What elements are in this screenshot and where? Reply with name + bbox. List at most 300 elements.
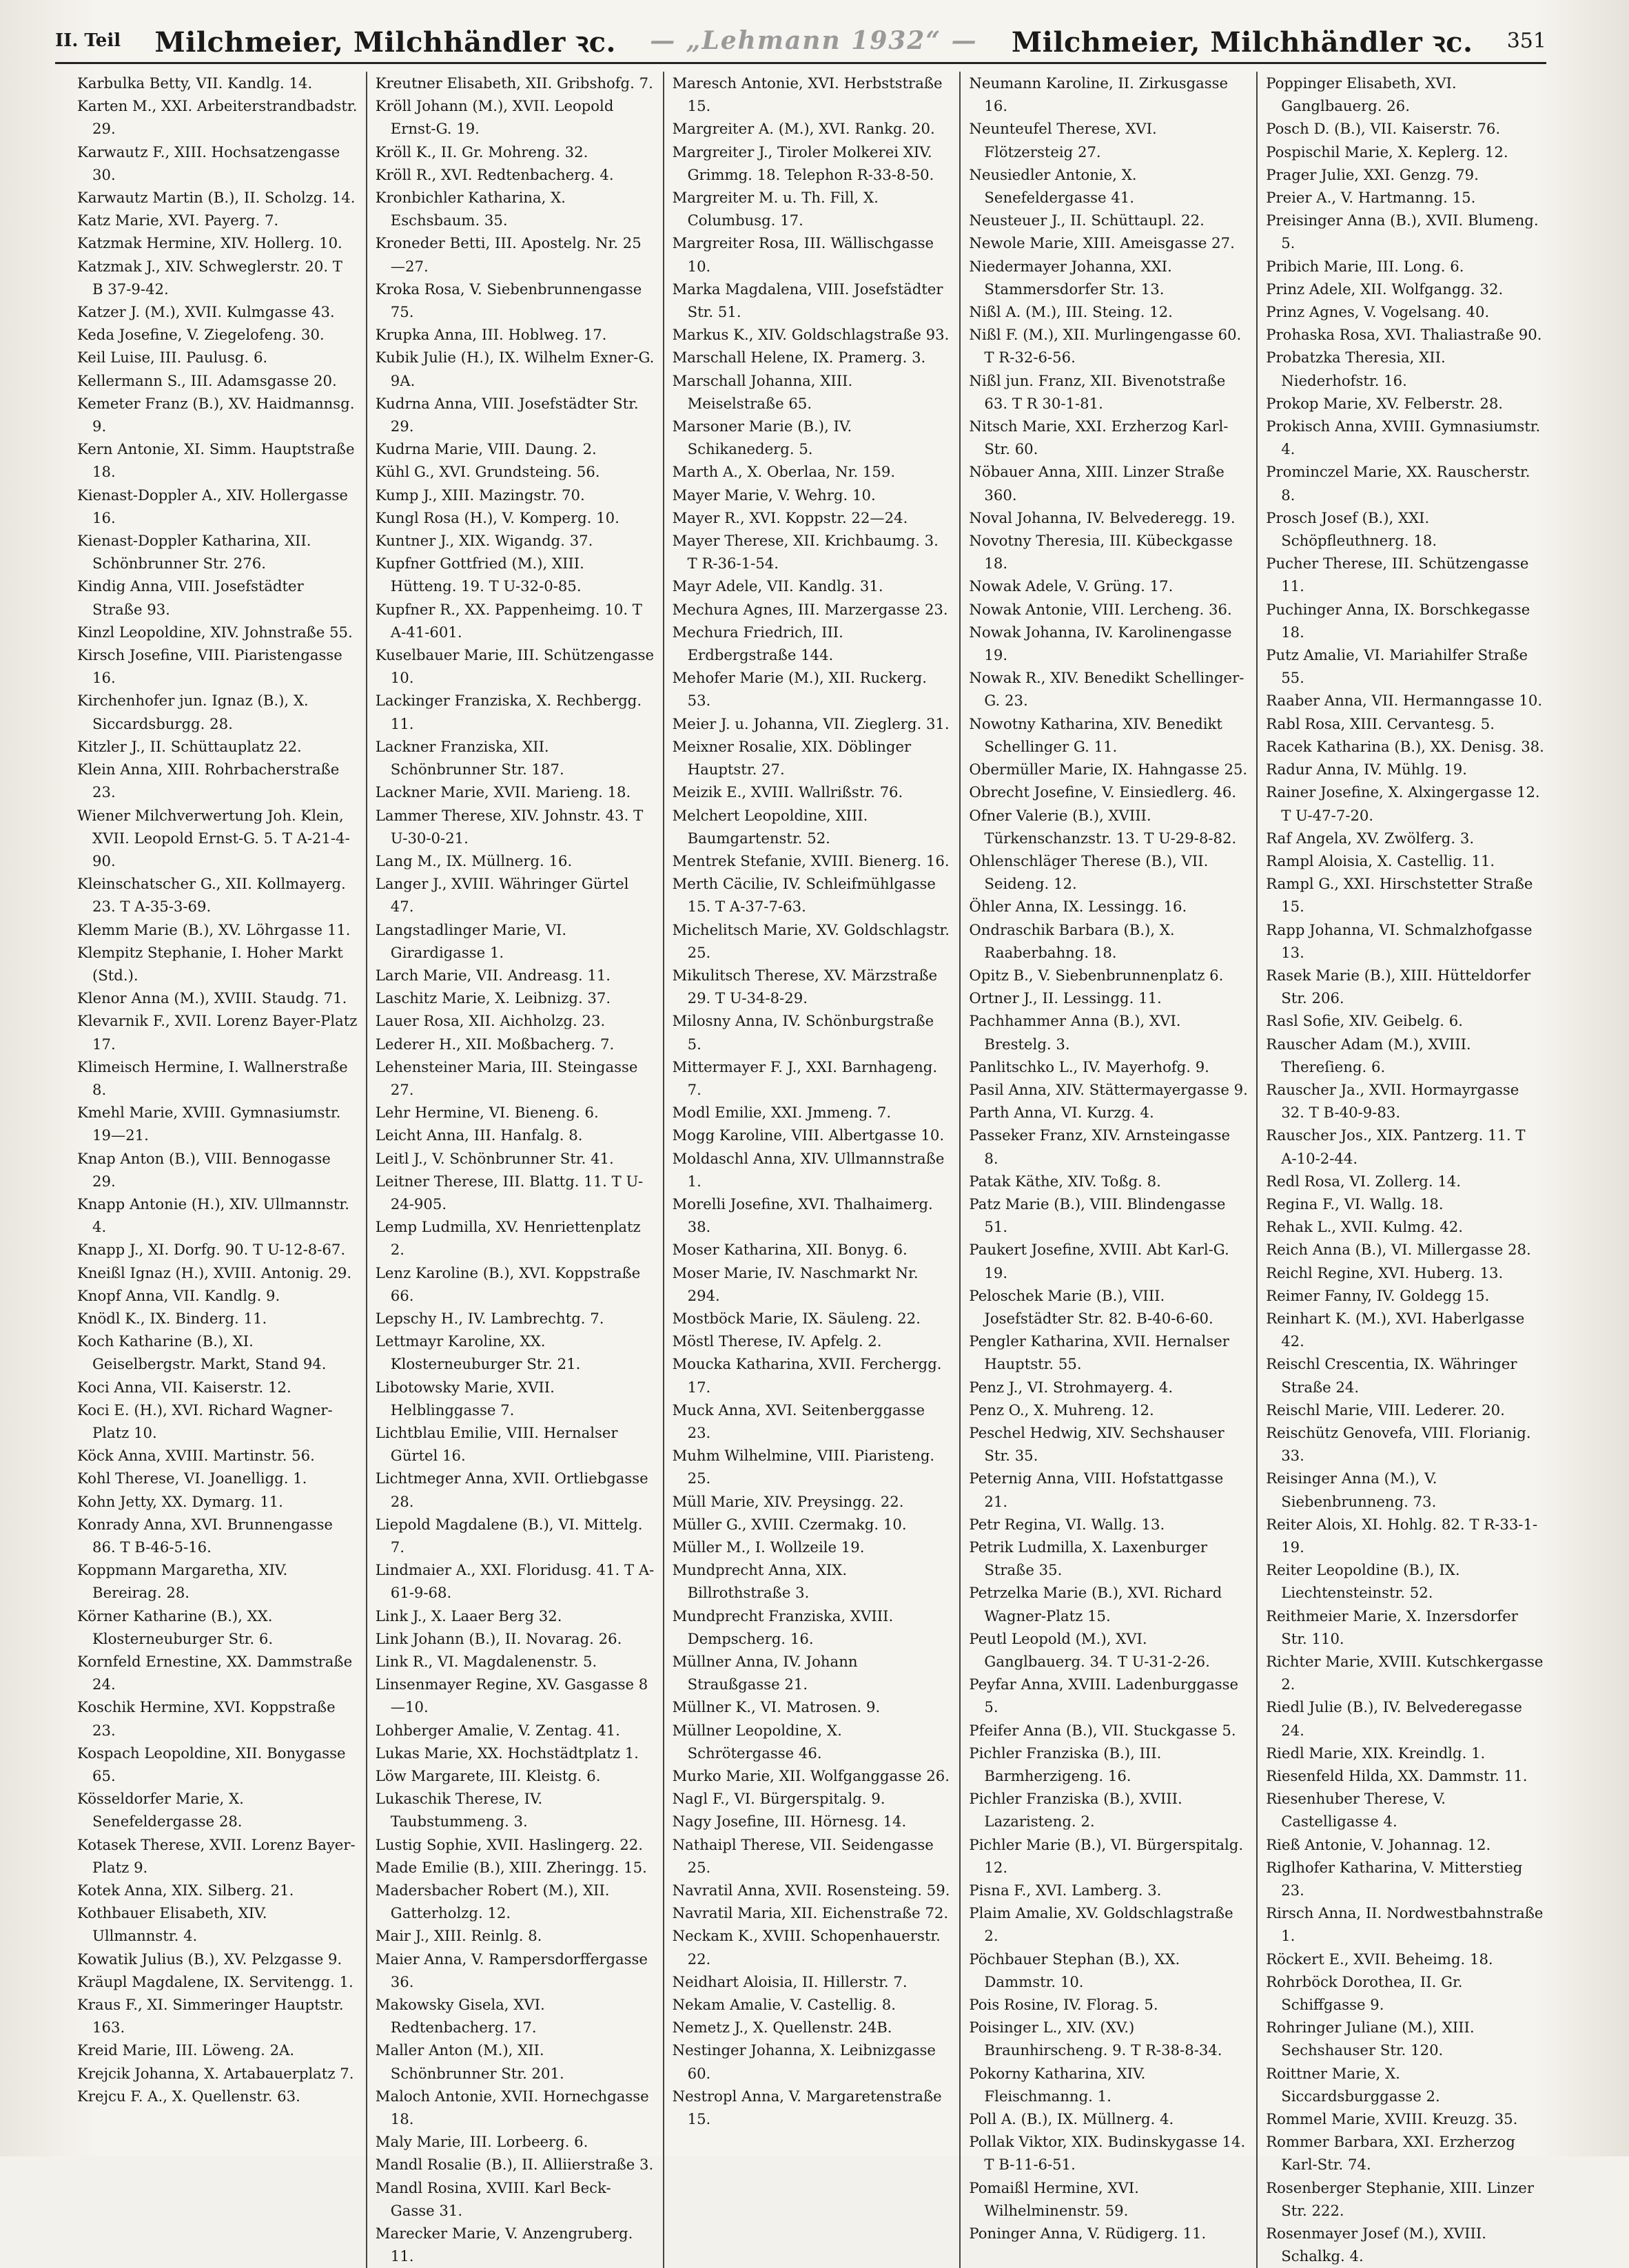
directory-entry: Rohringer Juliane (M.), XIII. Sechshauser Str. 120. [1266, 2019, 1475, 2059]
directory-entry: Kröll Johann (M.), XVII. Leopold Ernst-G. 19. [375, 97, 614, 138]
directory-entry: Rirsch Anna, II. Nordwestbahnstraße 1. [1266, 1904, 1544, 1945]
directory-entry: Riglhofer Katharina, V. Mitterstieg 23. [1266, 1858, 1523, 1899]
directory-entry: Marka Magdalena, VIII. Josefstädter Str. 51. [672, 280, 943, 321]
directory-entry: Mentrek Stefanie, XVIII. Bienerg. 16. [672, 852, 950, 869]
directory-entry: Kitzler J., II. Schüttauplatz 22. [77, 737, 302, 755]
directory-entry: Margreiter M. u. Th. Fill, X. Columbusg. 17. [672, 189, 879, 229]
directory-entry: Lohberger Amalie, V. Zentag. 41. [375, 1721, 620, 1739]
directory-entry: Ortner J., II. Lessingg. 11. [969, 989, 1162, 1007]
directory-entry: Kern Antonie, XI. Simm. Hauptstraße 18. [77, 440, 355, 481]
directory-entry: Lukaschik Therese, IV. Taubstummeng. 3. [375, 1790, 543, 1831]
directory-entry: Lichtmeger Anna, XVII. Ortliebgasse 28. [375, 1470, 648, 1510]
directory-entry: Pöchbauer Stephan (B.), XX. Dammstr. 10. [969, 1950, 1180, 1990]
directory-entry: Mayer Marie, V. Wehrg. 10. [672, 486, 876, 504]
directory-entry: Klimeisch Hermine, I. Wallnerstraße 8. [77, 1058, 348, 1098]
directory-entry: Moser Katharina, XII. Bonyg. 6. [672, 1241, 908, 1259]
directory-entry: Katzmak J., XIV. Schweglerstr. 20. T B 37-9-42. [77, 257, 342, 298]
directory-entry: Rehak L., XVII. Kulmg. 42. [1266, 1218, 1464, 1236]
directory-entry: Leitner Therese, III. Blattg. 11. T U-24-905. [375, 1172, 644, 1213]
directory-entry: Maresch Antonie, XVI. Herbststraße 15. [672, 74, 943, 115]
directory-entry: Riesenfeld Hilda, XX. Dammstr. 11. [1266, 1767, 1528, 1785]
directory-entry: Lang M., IX. Müllnerg. 16. [375, 852, 573, 869]
directory-entry: Peutl Leopold (M.), XVI. Ganglbauerg. 34. T U-31-2-26. [969, 1629, 1210, 1671]
directory-entry: Leitl J., V. Schönbrunner Str. 41. [375, 1149, 614, 1167]
directory-entry: Klein Anna, XIII. Rohrbacherstraße 23. [77, 761, 340, 801]
directory-entry: Mundprecht Franziska, XVIII. Dempscherg. 16. [672, 1607, 894, 1647]
directory-entry: Marschall Helene, IX. Pramerg. 3. [672, 349, 926, 367]
directory-entry: Lustig Sophie, XVII. Haslingerg. 22. [375, 1835, 643, 1853]
directory-entry: Nöbauer Anna, XIII. Linzer Straße 360. [969, 463, 1225, 504]
directory-entry: Reinhart K. (M.), XVI. Haberlgasse 42. [1266, 1309, 1525, 1350]
directory-entry: Kinzl Leopoldine, XIV. Johnstraße 55. [77, 623, 353, 641]
directory-entry: Navratil Anna, XVII. Rosensteing. 59. [672, 1882, 950, 1899]
directory-entry: Passeker Franz, XIV. Arnsteingasse 8. [969, 1126, 1231, 1167]
directory-entry: Rieß Antonie, V. Johannag. 12. [1266, 1835, 1491, 1853]
directory-entry: Moser Marie, IV. Naschmarkt Nr. 294. [672, 1264, 919, 1304]
directory-entry: Raf Angela, XV. Zwölferg. 3. [1266, 829, 1475, 847]
directory-entry: Puchinger Anna, IX. Borschkegasse 18. [1266, 600, 1530, 641]
directory-entry: Müllner Anna, IV. Johann Straußgasse 21. [672, 1653, 858, 1693]
directory-entry: Mair J., XIII. Reinlg. 8. [375, 1927, 542, 1945]
directory-entry: Kungl Rosa (H.), V. Komperg. 10. [375, 508, 619, 526]
directory-entry: Rosenberger Stephanie, XIII. Linzer Str. 222. [1266, 2178, 1534, 2219]
directory-entry: Kröll K., II. Gr. Mohreng. 32. [375, 143, 588, 161]
directory-entry: Niedermayer Johanna, XXI. Stammersdorfer Str. 13. [969, 257, 1172, 298]
directory-entry: Kothbauer Elisabeth, XIV. Ullmannstr. 4. [77, 1904, 267, 1945]
directory-entry: Pasil Anna, XIV. Stättermayergasse 9. [969, 1080, 1248, 1098]
directory-entry: Keil Luise, III. Paulusg. 6. [77, 349, 268, 367]
directory-entry: Kubik Julie (H.), IX. Wilhelm Exner-G. 9A. [375, 349, 655, 389]
directory-entry: Müller G., XVIII. Czermakg. 10. [672, 1515, 907, 1533]
directory-entry: Mundprecht Anna, XIX. Billrothstraße 3. [672, 1561, 848, 1602]
directory-entry: Pichler Marie (B.), VI. Bürgerspitalg. 12. [969, 1835, 1244, 1876]
directory-entry: Köck Anna, XVIII. Martinstr. 56. [77, 1447, 315, 1465]
directory-entry: Muck Anna, XVI. Seitenberggasse 23. [672, 1401, 925, 1441]
directory-entry: Margreiter J., Tiroler Molkerei XIV. Grimmg. 18. Telephon R-33-8-50. [672, 143, 934, 183]
directory-entry: Linsenmayer Regine, XV. Gasgasse 8—10. [375, 1676, 648, 1716]
directory-entry: Penz J., VI. Strohmayerg. 4. [969, 1378, 1174, 1396]
directory-entry: Plaim Amalie, XV. Goldschlagstraße 2. [969, 1904, 1233, 1945]
directory-entry: Prinz Adele, XII. Wolfgangg. 32. [1266, 280, 1504, 298]
directory-entry: Rabl Rosa, XIII. Cervantesg. 5. [1266, 714, 1495, 732]
directory-entry: Newole Marie, XIII. Ameisgasse 27. [969, 234, 1235, 252]
directory-entry: Rampl Aloisia, X. Castellig. 11. [1266, 852, 1495, 869]
directory-entry: Richter Marie, XVIII. Kutschkergasse 2. [1266, 1653, 1544, 1693]
part-label: II. Teil [55, 30, 121, 51]
directory-entry: Redl Rosa, VI. Zollerg. 14. [1266, 1172, 1462, 1190]
column-1 [69, 72, 366, 2268]
directory-entry: Nowak R., XIV. Benedikt Schellinger-G. 23. [969, 669, 1244, 710]
directory-entry: Pospischil Marie, X. Keplerg. 12. [1266, 143, 1508, 161]
directory-entry: Prager Julie, XXI. Genzg. 79. [1266, 165, 1479, 183]
directory-entry: Pokorny Katharina, XIV. Fleischmanng. 1. [969, 2064, 1146, 2105]
directory-entry: Konrady Anna, XVI. Brunnengasse 86. T B-46-5-16. [77, 1515, 333, 1556]
directory-entry: Neckam K., XVIII. Schopenhauerstr. 22. [672, 1927, 941, 1968]
directory-entry: Peloschek Marie (B.), VIII. Josefstädter Str. 82. B-40-6-60. [969, 1286, 1213, 1327]
directory-entry: Reischütz Genovefa, VIII. Florianig. 33. [1266, 1423, 1531, 1465]
directory-entry: Prokisch Anna, XVIII. Gymnasiumstr. 4. [1266, 417, 1541, 458]
directory-entry: Nowak Johanna, IV. Karolinengasse 19. [969, 623, 1232, 664]
directory-entry: Kotasek Therese, XVII. Lorenz Bayer-Platz 9. [77, 1835, 356, 1876]
directory-entry: Ofner Valerie (B.), XVIII. Türkenschanzstr. 13. T U-29-8-82. [969, 806, 1237, 847]
directory-entry: Mikulitsch Therese, XV. Märzstraße 29. T U-34-8-29. [672, 966, 938, 1007]
directory-entry: Pachhammer Anna (B.), XVI. Brestelg. 3. [969, 1012, 1181, 1053]
directory-entry: Lindmaier A., XXI. Floridusg. 41. T A-61-9-68. [375, 1561, 655, 1602]
directory-entry: Kotek Anna, XIX. Silberg. 21. [77, 1882, 294, 1899]
directory-entry: Petr Regina, VI. Wallg. 13. [969, 1515, 1165, 1533]
directory-entry: Rauscher Jos., XIX. Pantzerg. 11. T A-10-2-44. [1266, 1126, 1526, 1167]
directory-entry: Müll Marie, XIV. Preysingg. 22. [672, 1492, 904, 1510]
directory-entry: Öhler Anna, IX. Lessingg. 16. [969, 898, 1187, 916]
directory-entry: Parth Anna, VI. Kurzg. 4. [969, 1104, 1154, 1122]
section-title-right: Milchmeier, Milchhändler ꝛc. [1011, 25, 1473, 59]
directory-entry: Reiter Leopoldine (B.), IX. Liechtensteinstr. 52. [1266, 1561, 1460, 1602]
directory-entry: Prokop Marie, XV. Felberstr. 28. [1266, 394, 1504, 412]
directory-entry: Maller Anton (M.), XII. Schönbrunner Str. 201. [375, 2041, 564, 2082]
directory-entry: Libotowsky Marie, XVII. Helblinggasse 7. [375, 1378, 555, 1419]
directory-entry: Maloch Antonie, XVII. Hornechgasse 18. [375, 2087, 649, 2128]
directory-entry: Poninger Anna, V. Rüdigerg. 11. [969, 2225, 1207, 2243]
listing-columns [69, 72, 1553, 2265]
directory-entry: Karten M., XXI. Arbeiterstrandbadstr. 29. [77, 97, 358, 138]
directory-entry: Ohlenschläger Therese (B.), VII. Seideng. 12. [969, 852, 1209, 893]
directory-entry: Nekam Amalie, V. Castellig. 8. [672, 1996, 896, 2014]
directory-entry: Neusiedler Antonie, X. Senefeldergasse 41. [969, 165, 1137, 207]
directory-entry: Rohrböck Dorothea, II. Gr. Schiffgasse 9. [1266, 1972, 1463, 2014]
directory-entry: Prominczel Marie, XX. Rauscherstr. 8. [1266, 463, 1530, 504]
directory-entry: Roittner Marie, X. Siccardsburggasse 2. [1266, 2064, 1440, 2105]
directory-entry: Kreid Marie, III. Löweng. 2A. [77, 2041, 295, 2059]
directory-entry: Riesenhuber Therese, V. Castelligasse 4. [1266, 1790, 1446, 1831]
directory-entry: Larch Marie, VII. Andreasg. 11. [375, 966, 611, 984]
directory-entry: Lettmayr Karoline, XX. Klosterneuburger Str. 21. [375, 1332, 581, 1373]
directory-entry: Obrecht Josefine, V. Einsiedlerg. 46. [969, 783, 1237, 801]
directory-entry: Michelitsch Marie, XV. Goldschlagstr. 25. [672, 920, 950, 961]
directory-entry: Marsoner Marie (B.), IV. Schikanederg. 5. [672, 417, 852, 458]
directory-entry: Nagy Josefine, III. Hörnesg. 14. [672, 1813, 907, 1831]
directory-entry: Kohl Therese, VI. Joanelligg. 1. [77, 1470, 307, 1487]
directory-entry: Kronbichler Katharina, X. Eschsbaum. 35. [375, 189, 566, 229]
directory-entry: Mayer Therese, XII. Krichbaumg. 3. T R-36-1-54. [672, 532, 939, 573]
directory-entry: Nowak Antonie, VIII. Lercheng. 36. [969, 600, 1232, 618]
directory-entry: Lepschy H., IV. Lambrechtg. 7. [375, 1309, 604, 1327]
directory-entry: Poll A. (B.), IX. Müllnerg. 4. [969, 2110, 1174, 2128]
directory-entry: Penz O., X. Muhreng. 12. [969, 1401, 1154, 1419]
directory-entry: Milosny Anna, IV. Schönburgstraße 5. [672, 1012, 934, 1053]
directory-entry: Lukas Marie, XX. Hochstädtplatz 1. [375, 1744, 639, 1762]
directory-entry: Kupfner R., XX. Pappenheimg. 10. T A-41-601. [375, 600, 642, 641]
directory-entry: Neumann Karoline, II. Zirkusgasse 16. [969, 74, 1229, 115]
directory-entry: Margreiter Rosa, III. Wällischgasse 10. [672, 234, 934, 275]
directory-entry: Reich Anna (B.), VI. Millergasse 28. [1266, 1241, 1531, 1259]
directory-entry: Reischl Marie, VIII. Lederer. 20. [1266, 1401, 1505, 1419]
directory-entry: Lackner Marie, XVII. Marieng. 18. [375, 783, 631, 801]
directory-entry: Peyfar Anna, XVIII. Ladenburggasse 5. [969, 1676, 1239, 1716]
directory-entry: Karwautz Martin (B.), II. Scholzg. 14. [77, 189, 356, 207]
directory-entry: Kemeter Franz (B.), XV. Haidmannsg. 9. [77, 394, 355, 435]
directory-entry: Kräupl Magdalene, IX. Servitengg. 1. [77, 1972, 354, 1990]
directory-entry: Obermüller Marie, IX. Hahngasse 25. [969, 761, 1248, 779]
directory-entry: Klempitz Stephanie, I. Hoher Markt (Std.). [77, 943, 343, 984]
directory-entry: Kudrna Anna, VIII. Josefstädter Str. 29. [375, 394, 639, 435]
directory-entry: Kupfner Gottfried (M.), XIII. Hütteng. 19. T U-32-0-85. [375, 555, 584, 595]
directory-entry: Koppmann Margaretha, XIV. Bereirag. 28. [77, 1561, 288, 1602]
directory-entry: Liepold Magdalene (B.), VI. Mittelg. 7. [375, 1515, 643, 1556]
directory-entry: Marecker Marie, V. Anzengruberg. 11. [375, 2225, 633, 2265]
directory-entry: Reichl Regine, XVI. Huberg. 13. [1266, 1264, 1504, 1281]
directory-entry: Mayr Adele, VII. Kandlg. 31. [672, 577, 883, 595]
directory-entry: Knapp J., XI. Dorfg. 90. T U-12-8-67. [77, 1241, 346, 1259]
directory-entry: Marth A., X. Oberlaa, Nr. 159. [672, 463, 896, 481]
directory-entry: Meixner Rosalie, XIX. Döblinger Hauptstr. 27. [672, 737, 912, 779]
directory-entry: Katzer J. (M.), XVII. Kulmgasse 43. [77, 303, 335, 321]
directory-entry: Mehofer Marie (M.), XII. Ruckerg. 53. [672, 669, 927, 710]
directory-entry: Lammer Therese, XIV. Johnstr. 43. T U-30-0-21. [375, 806, 644, 847]
directory-entry: Prosch Josef (B.), XXI. Schöpfleuthnerg. 18. [1266, 508, 1437, 550]
directory-entry: Kindig Anna, VIII. Josefstädter Straße 93. [77, 577, 304, 618]
directory-entry: Karwautz F., XIII. Hochsatzengasse 30. [77, 143, 340, 183]
directory-entry: Nemetz J., X. Quellenstr. 24B. [672, 2019, 892, 2037]
directory-entry: Peternig Anna, VIII. Hofstattgasse 21. [969, 1470, 1224, 1510]
directory-entry: Kraus F., XI. Simmeringer Hauptstr. 163. [77, 1996, 344, 2037]
directory-entry: Mechura Agnes, III. Marzergasse 23. [672, 600, 948, 618]
directory-entry: Krejcik Johanna, X. Artabauerplatz 7. [77, 2064, 354, 2082]
directory-entry: Lederer H., XII. Moßbacherg. 7. [375, 1035, 615, 1053]
directory-entry: Poisinger L., XIV. (XV.) Braunhirscheng. 9. T R-38-8-34. [969, 2019, 1222, 2059]
directory-entry: Kump J., XIII. Mazingstr. 70. [375, 486, 585, 504]
section-title-left: Milchmeier, Milchhändler ꝛc. [154, 25, 616, 59]
directory-entry: Murko Marie, XII. Wolfganggasse 26. [672, 1767, 950, 1785]
directory-entry: Pengler Katharina, XVII. Hernalser Hauptstr. 55. [969, 1332, 1229, 1373]
directory-entry: Nathaipl Therese, VII. Seidengasse 25. [672, 1835, 934, 1876]
directory-entry: Meizik E., XVIII. Wallrißstr. 76. [672, 783, 903, 801]
directory-entry: Leicht Anna, III. Hanfalg. 8. [375, 1126, 583, 1144]
directory-entry: Rommel Marie, XVIII. Kreuzg. 35. [1266, 2110, 1518, 2128]
directory-entry: Prohaska Rosa, XVI. Thaliastraße 90. [1266, 326, 1542, 344]
directory-entry: Maly Marie, III. Lorbeerg. 6. [375, 2133, 588, 2151]
directory-entry: Klevarnik F., XVII. Lorenz Bayer-Platz 17. [77, 1012, 358, 1053]
directory-entry: Opitz B., V. Siebenbrunnenplatz 6. [969, 966, 1224, 984]
directory-entry: Panlitschko L., IV. Mayerhofg. 9. [969, 1058, 1209, 1075]
directory-entry: Poppinger Elisabeth, XVI. Ganglbauerg. 26. [1266, 74, 1457, 115]
directory-entry: Kroka Rosa, V. Siebenbrunnengasse 75. [375, 280, 642, 321]
directory-entry: Kowatik Julius (B.), XV. Pelzgasse 9. [77, 1950, 342, 1968]
directory-entry: Mogg Karoline, VIII. Albertgasse 10. [672, 1126, 945, 1144]
page-header [55, 19, 1546, 64]
directory-entry: Krupka Anna, III. Hoblweg. 17. [375, 326, 607, 344]
directory-entry: Petrzelka Marie (B.), XVI. Richard Wagner-Platz 15. [969, 1584, 1222, 1625]
directory-entry: Mandl Rosalie (B.), II. Alliierstraße 3. [375, 2156, 654, 2174]
column-3 [663, 72, 960, 2268]
directory-entry: Navratil Maria, XII. Eichenstraße 72. [672, 1904, 949, 1922]
directory-entry: Muhm Wilhelmine, VIII. Piaristeng. 25. [672, 1447, 935, 1487]
directory-entry: Pucher Therese, III. Schützengasse 11. [1266, 555, 1529, 595]
directory-entry: Maier Anna, V. Rampersdorffergasse 36. [375, 1950, 648, 1990]
directory-entry: Kuselbauer Marie, III. Schützengasse 10. [375, 646, 655, 687]
directory-entry: Meier J. u. Johanna, VII. Zieglerg. 31. [672, 714, 950, 732]
directory-entry: Preier A., V. Hartmanng. 15. [1266, 189, 1476, 207]
directory-entry: Neusteuer J., II. Schüttaupl. 22. [969, 212, 1205, 229]
directory-entry: Keda Josefine, V. Ziegelofeng. 30. [77, 326, 325, 344]
directory-entry: Knopf Anna, VII. Kandlg. 9. [77, 1286, 280, 1304]
publication-title: — „Lehmann 1932“ — [650, 26, 978, 55]
directory-entry: Kneißl Ignaz (H.), XVIII. Antonig. 29. [77, 1264, 352, 1281]
directory-entry: Patz Marie (B.), VIII. Blindengasse 51. [969, 1195, 1226, 1236]
directory-entry: Nitsch Marie, XXI. Erzherzog Karl-Str. 60. [969, 417, 1229, 458]
directory-entry: Müllner K., VI. Matrosen. 9. [672, 1698, 881, 1716]
directory-entry: Koch Katharine (B.), XI. Geiselbergstr. Markt, Stand 94. [77, 1332, 327, 1373]
directory-entry: Reischl Crescentia, IX. Währinger Straße 24. [1266, 1355, 1517, 1396]
directory-entry: Radur Anna, IV. Mühlg. 19. [1266, 761, 1467, 779]
directory-entry: Kroneder Betti, III. Apostelg. Nr. 25—27. [375, 234, 642, 275]
directory-entry: Patak Käthe, XIV. Toßg. 8. [969, 1172, 1161, 1190]
directory-entry: Link Johann (B.), II. Novarag. 26. [375, 1629, 622, 1647]
directory-entry: Petrik Ludmilla, X. Laxenburger Straße 35. [969, 1538, 1207, 1579]
directory-entry: Rapp Johanna, VI. Schmalzhofgasse 13. [1266, 920, 1533, 961]
directory-entry: Riedl Marie, XIX. Kreindlg. 1. [1266, 1744, 1486, 1762]
directory-entry: Pribich Marie, III. Long. 6. [1266, 257, 1464, 275]
directory-entry: Markus K., XIV. Goldschlagstraße 93. [672, 326, 950, 344]
directory-entry: Kösseldorfer Marie, X. Senefeldergasse 28. [77, 1790, 244, 1831]
directory-entry: Neunteufel Therese, XVI. Flötzersteig 27. [969, 120, 1157, 161]
directory-entry: Lenz Karoline (B.), XVI. Koppstraße 66. [375, 1264, 641, 1304]
directory-entry: Möstl Therese, IV. Apfelg. 2. [672, 1332, 882, 1350]
directory-entry: Langstadlinger Marie, VI. Girardigasse 1. [375, 920, 567, 961]
directory-entry: Nowak Adele, V. Grüng. 17. [969, 577, 1174, 595]
directory-entry: Katz Marie, XVI. Payerg. 7. [77, 212, 279, 229]
directory-entry: Reisinger Anna (M.), V. Siebenbrunneng. 73. [1266, 1470, 1437, 1510]
column-2 [366, 72, 663, 2268]
directory-entry: Katzmak Hermine, XIV. Hollerg. 10. [77, 234, 342, 252]
directory-entry: Rainer Josefine, X. Alxingergasse 12. T U-47-7-20. [1266, 783, 1540, 824]
directory-entry: Mostböck Marie, IX. Säuleng. 22. [672, 1309, 921, 1327]
directory-entry: Körner Katharine (B.), XX. Klosterneuburger Str. 6. [77, 1607, 274, 1647]
directory-entry: Laschitz Marie, X. Leibnizg. 37. [375, 989, 611, 1007]
directory-entry: Rampl G., XXI. Hirschstetter Straße 15. [1266, 875, 1533, 916]
directory-entry: Kirsch Josefine, VIII. Piaristengasse 16. [77, 646, 342, 687]
directory-entry: Langer J., XVIII. Währinger Gürtel 47. [375, 875, 629, 916]
page-number: 351 [1506, 28, 1546, 53]
directory-entry: Lehensteiner Maria, III. Steingasse 27. [375, 1058, 638, 1098]
directory-entry: Knapp Antonie (H.), XIV. Ullmannstr. 4. [77, 1195, 349, 1236]
directory-entry: Nagl F., VI. Bürgerspitalg. 9. [672, 1790, 885, 1808]
directory-entry: Rauscher Ja., XVII. Hormayrgasse 32. T B-40-9-83. [1266, 1080, 1519, 1122]
directory-entry: Rauscher Adam (M.), XVIII. Thereſieng. 6. [1266, 1035, 1471, 1075]
directory-entry: Kellermann S., III. Adamsgasse 20. [77, 371, 337, 389]
directory-entry: Regina F., VI. Wallg. 18. [1266, 1195, 1444, 1213]
directory-entry: Reithmeier Marie, X. Inzersdorfer Str. 110. [1266, 1607, 1518, 1647]
directory-entry: Nißl A. (M.), III. Steing. 12. [969, 303, 1173, 321]
directory-entry: Nißl jun. Franz, XII. Bivenotstraße 63. T R 30-1-81. [969, 371, 1226, 412]
directory-entry: Rosenmayer Josef (M.), XVIII. Schalkg. 4. [1266, 2225, 1486, 2265]
directory-entry: Kühl G., XVI. Grundsteing. 56. [375, 463, 600, 481]
directory-entry: Madersbacher Robert (M.), XII. Gatterholzg. 12. [375, 1882, 610, 1922]
directory-entry: Pichler Franziska (B.), III. Barmherzigeng. 16. [969, 1744, 1162, 1785]
directory-entry: Link R., VI. Magdalenenstr. 5. [375, 1653, 597, 1671]
directory-entry: Prinz Agnes, V. Vogelsang. 40. [1266, 303, 1490, 321]
directory-entry: Lackinger Franziska, X. Rechbergg. 11. [375, 692, 642, 732]
directory-entry: Klemm Marie (B.), XV. Löhrgasse 11. [77, 920, 351, 938]
directory-entry: Makowsky Gisela, XVI. Redtenbacherg. 17. [375, 1996, 545, 2037]
directory-entry: Rasl Sofie, XIV. Geibelg. 6. [1266, 1012, 1463, 1030]
column-5 [1256, 72, 1553, 2268]
directory-entry: Kohn Jetty, XX. Dymarg. 11. [77, 1492, 283, 1510]
directory-entry: Kornfeld Ernestine, XX. Dammstraße 24. [77, 1653, 353, 1693]
directory-entry: Ondraschik Barbara (B.), X. Raaberbahng. 18. [969, 920, 1175, 961]
column-4 [959, 72, 1256, 2268]
directory-entry: Koci E. (H.), XVI. Richard Wagner-Platz 10. [77, 1401, 333, 1441]
directory-entry: Reiter Alois, XI. Hohlg. 82. T R-33-1-19. [1266, 1515, 1538, 1556]
directory-entry: Modl Emilie, XXI. Jmmeng. 7. [672, 1104, 892, 1122]
directory-entry: Kudrna Marie, VIII. Daung. 2. [375, 440, 597, 458]
directory-entry: Kreutner Elisabeth, XII. Gribshofg. 7. [375, 74, 653, 92]
directory-entry: Lackner Franziska, XII. Schönbrunner Str. 187. [375, 737, 564, 779]
directory-entry: Kmehl Marie, XVIII. Gymnasiumstr. 19—21. [77, 1104, 341, 1144]
directory-entry: Lauer Rosa, XII. Aichholzg. 23. [375, 1012, 606, 1030]
directory-entry: Link J., X. Laaer Berg 32. [375, 1607, 562, 1625]
directory-entry: Posch D. (B.), VII. Kaiserstr. 76. [1266, 120, 1501, 138]
directory-entry: Nestinger Johanna, X. Leibnizgasse 60. [672, 2041, 936, 2082]
directory-entry: Kuntner J., XIX. Wigandg. 37. [375, 532, 593, 550]
directory-entry: Pisna F., XVI. Lamberg. 3. [969, 1882, 1162, 1899]
directory-entry: Lemp Ludmilla, XV. Henriettenplatz 2. [375, 1218, 641, 1259]
directory-entry: Kienast-Doppler Katharina, XII. Schönbrunner Str. 276. [77, 532, 311, 573]
directory-entry: Knödl K., IX. Binderg. 11. [77, 1309, 267, 1327]
directory-entry: Kröll R., XVI. Redtenbacherg. 4. [375, 165, 614, 183]
directory-entry: Rommer Barbara, XXI. Erzherzog Karl-Str. 74. [1266, 2133, 1515, 2174]
directory-entry: Lichtblau Emilie, VIII. Hernalser Gürtel 16. [375, 1423, 618, 1465]
directory-entry: Müller M., I. Wollzeile 19. [672, 1538, 865, 1556]
directory-entry: Mittermayer F. J., XXI. Barnhageng. 7. [672, 1058, 938, 1098]
directory-entry: Raaber Anna, VII. Hermanngasse 10. [1266, 692, 1543, 710]
directory-entry: Racek Katharina (B.), XX. Denisg. 38. [1266, 737, 1544, 755]
directory-entry: Kirchenhofer jun. Ignaz (B.), X. Siccardsburgg. 28. [77, 692, 309, 732]
directory-entry: Kleinschatscher G., XII. Kollmayerg. 23. T A-35-3-69. [77, 875, 346, 916]
directory-entry: Moldaschl Anna, XIV. Ullmannstraße 1. [672, 1149, 945, 1190]
directory-entry: Klenor Anna (M.), XVIII. Staudg. 71. [77, 989, 347, 1007]
directory-entry: Merth Cäcilie, IV. Schleifmühlgasse 15. T A-37-7-63. [672, 875, 936, 916]
directory-entry: Löw Margarete, III. Kleistg. 6. [375, 1767, 601, 1785]
directory-entry: Neidhart Aloisia, II. Hillerstr. 7. [672, 1972, 908, 1990]
directory-entry: Mechura Friedrich, III. Erdbergstraße 144. [672, 623, 843, 664]
directory-entry: Kienast-Doppler A., XIV. Hollergasse 16. [77, 486, 348, 526]
directory-entry: Putz Amalie, VI. Mariahilfer Straße 55. [1266, 646, 1528, 687]
directory-entry: Wiener Milchverwertung Joh. Klein, XVII. Leopold Ernst-G. 5. T A-21-4-90. [77, 806, 350, 869]
directory-entry: Pollak Viktor, XIX. Budinskygasse 14. T B-11-6-51. [969, 2133, 1246, 2174]
directory-entry: Preisinger Anna (B.), XVII. Blumeng. 5. [1266, 212, 1539, 252]
directory-entry: Made Emilie (B.), XIII. Zheringg. 15. [375, 1858, 647, 1876]
directory-entry: Mayer R., XVI. Koppstr. 22—24. [672, 508, 908, 526]
directory-entry: Reimer Fanny, IV. Goldegg 15. [1266, 1286, 1490, 1304]
directory-entry: Paukert Josefine, XVIII. Abt Karl-G. 19. [969, 1241, 1229, 1281]
directory-entry: Koschik Hermine, XVI. Koppstraße 23. [77, 1698, 336, 1739]
directory-entry: Morelli Josefine, XVI. Thalhaimerg. 38. [672, 1195, 933, 1236]
directory-entry: Koci Anna, VII. Kaiserstr. 12. [77, 1378, 291, 1396]
directory-entry: Nestropl Anna, V. Margaretenstraße 15. [672, 2087, 942, 2128]
directory-entry: Pichler Franziska (B.), XVIII. Lazaristeng. 2. [969, 1790, 1182, 1831]
directory-entry: Melchert Leopoldine, XIII. Baumgartenstr. 52. [672, 806, 868, 847]
directory-entry: Rasek Marie (B.), XIII. Hütteldorfer Str. 206. [1266, 966, 1531, 1007]
directory-entry: Mandl Rosina, XVIII. Karl Beck-Gasse 31. [375, 2178, 611, 2219]
directory-entry: Nißl F. (M.), XII. Murlingengasse 60. T R-32-6-56. [969, 326, 1242, 367]
directory-entry: Pomaißl Hermine, XVI. Wilhelminenstr. 59. [969, 2178, 1139, 2219]
directory-entry: Noval Johanna, IV. Belvederegg. 19. [969, 508, 1236, 526]
directory-entry: Margreiter A. (M.), XVI. Rankg. 20. [672, 120, 935, 138]
directory-entry: Marschall Johanna, XIII. Meiselstraße 65. [672, 371, 853, 412]
directory-entry: Knap Anton (B.), VIII. Bennogasse 29. [77, 1149, 331, 1190]
directory-entry: Novotny Theresia, III. Kübeckgasse 18. [969, 532, 1233, 573]
directory-entry: Lehr Hermine, VI. Bieneng. 6. [375, 1104, 599, 1122]
